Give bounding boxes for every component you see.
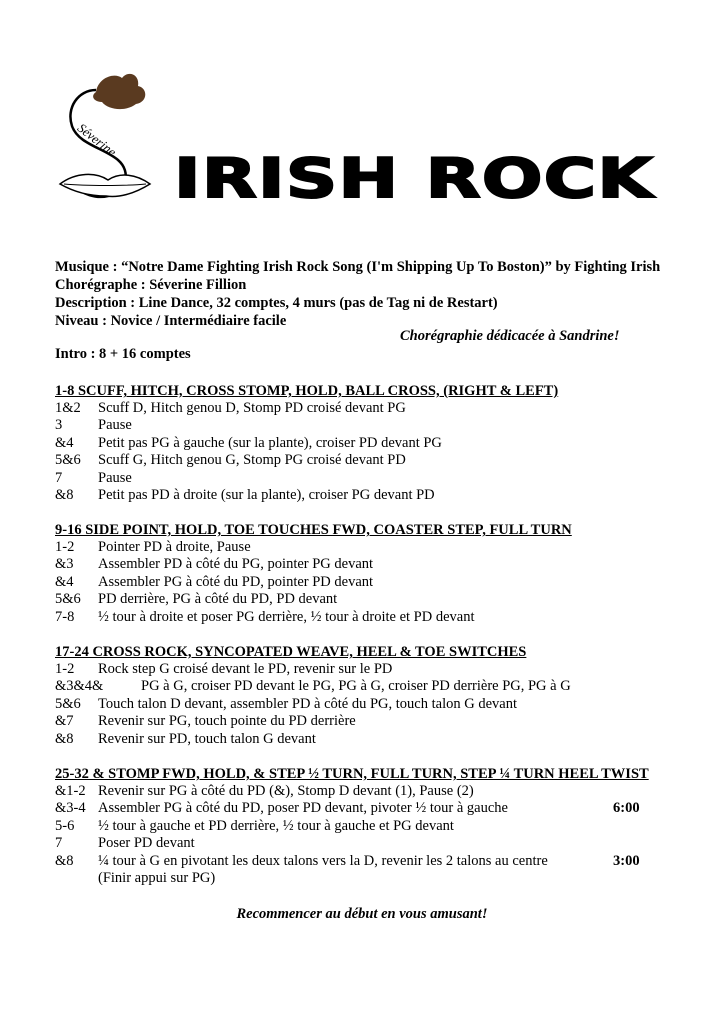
step-count: 1&2 xyxy=(55,400,81,416)
description-line: Description : Line Dance, 32 comptes, 4 murs (pas de Tag ni de Restart) xyxy=(55,295,498,311)
logo xyxy=(56,68,654,218)
step-row xyxy=(55,591,695,608)
step-desc: Pause xyxy=(98,469,132,486)
wall-indicator: 3:00 xyxy=(613,852,640,869)
step-row xyxy=(55,678,695,695)
step-desc: Revenir sur PG, touch pointe du PD derrière xyxy=(98,713,356,730)
closing-line: Recommencer au début en vous amusant! xyxy=(236,906,488,922)
step-desc: ½ tour à gauche et PD derrière, ½ tour à gauche et PG devant xyxy=(98,817,454,834)
section-17-24 xyxy=(55,643,695,748)
dance-info xyxy=(55,258,695,330)
section-25-32 xyxy=(55,765,695,887)
intro-line: Intro : 8 + 16 comptes xyxy=(55,346,191,362)
step-row xyxy=(55,800,695,817)
step-count: &8 xyxy=(55,852,74,869)
logo-signature: Séverine xyxy=(74,120,120,160)
step-row xyxy=(55,713,695,730)
step-row xyxy=(55,452,695,469)
step-row xyxy=(55,853,695,870)
step-count: 7 xyxy=(55,835,63,852)
step-row xyxy=(55,556,695,573)
step-count: 3 xyxy=(55,417,63,434)
step-count: 7 xyxy=(55,469,63,486)
step-desc: (Finir appui sur PG) xyxy=(98,869,216,886)
section-1-8 xyxy=(55,382,695,504)
step-count: 1-2 xyxy=(55,661,75,677)
step-count: 5&6 xyxy=(55,452,81,469)
step-desc: Rock step G croisé devant le PD, revenir sur le PD xyxy=(98,661,393,677)
step-desc: Assembler PD à côté du PG, pointer PG devant xyxy=(98,556,374,573)
step-desc: Petit pas PG à gauche (sur la plante), croiser PD devant PG xyxy=(98,434,442,451)
step-row xyxy=(55,696,695,713)
section-title: 25-32 & STOMP FWD, HOLD, & STEP ½ TURN, FULL TURN, STEP ¼ TURN HEEL TWIST xyxy=(55,766,649,782)
step-row xyxy=(55,661,695,678)
step-count: &3&4& xyxy=(55,678,104,695)
step-desc: Assembler PG à côté du PD, pointer PD devant xyxy=(98,573,374,590)
step-row xyxy=(55,417,695,434)
step-count: 5-6 xyxy=(55,817,75,834)
step-count: &4 xyxy=(55,573,74,590)
step-row xyxy=(55,731,695,748)
step-count: &8 xyxy=(55,486,74,503)
step-desc: Petit pas PD à droite (sur la plante), croiser PG devant PD xyxy=(98,486,435,503)
step-count: 5&6 xyxy=(55,591,81,608)
logo-title: IRISH ROCK xyxy=(174,147,654,210)
step-row xyxy=(55,783,695,800)
step-row xyxy=(55,835,695,852)
step-desc: ¼ tour à G en pivotant les deux talons vers la D, revenir les 2 talons au centre xyxy=(98,852,548,869)
step-desc: Pointer PD à droite, Pause xyxy=(98,539,251,555)
section-title: 9-16 SIDE POINT, HOLD, TOE TOUCHES FWD, COASTER STEP, FULL TURN xyxy=(55,522,572,538)
step-row xyxy=(55,470,695,487)
step-desc: Revenir sur PD, touch talon G devant xyxy=(98,730,316,747)
music-line: Musique : “Notre Dame Fighting Irish Rock Song (I'm Shipping Up To Boston)” by Fighting Irish xyxy=(55,259,661,275)
step-desc: Assembler PG à côté du PD, poser PD devant, pivoter ½ tour à gauche xyxy=(98,800,508,817)
step-desc: Touch talon D devant, assembler PD à côté du PG, touch talon G devant xyxy=(98,695,517,712)
step-count: &1-2 xyxy=(55,783,86,799)
dedication: Chorégraphie dédicacée à Sandrine! xyxy=(400,328,620,344)
step-count: &3-4 xyxy=(55,800,86,817)
step-row xyxy=(55,818,695,835)
step-row xyxy=(55,870,695,887)
choreographer-line: Chorégraphe : Séverine Fillion xyxy=(55,277,247,293)
wall-indicator: 6:00 xyxy=(613,800,640,817)
step-count: &7 xyxy=(55,713,74,730)
step-count: &3 xyxy=(55,556,74,573)
step-desc: Revenir sur PG à côté du PD (&), Stomp D devant (1), Pause (2) xyxy=(98,783,474,799)
step-desc: PG à G, croiser PD devant le PG, PG à G, croiser PD derrière PG, PG à G xyxy=(141,678,571,695)
level-line: Niveau : Novice / Intermédiaire facile xyxy=(55,313,287,329)
section-9-16 xyxy=(55,521,695,626)
section-title: 1-8 SCUFF, HITCH, CROSS STOMP, HOLD, BALL CROSS, (RIGHT & LEFT) xyxy=(55,383,559,399)
step-count: 1-2 xyxy=(55,539,75,555)
step-desc: Scuff D, Hitch genou D, Stomp PD croisé devant PG xyxy=(98,400,406,416)
step-count: &8 xyxy=(55,730,74,747)
step-count: 5&6 xyxy=(55,695,81,712)
section-title: 17-24 CROSS ROCK, SYNCOPATED WEAVE, HEEL & TOE SWITCHES xyxy=(55,644,527,660)
step-row xyxy=(55,487,695,504)
step-row xyxy=(55,539,695,556)
step-desc: Poser PD devant xyxy=(98,835,195,852)
step-row xyxy=(55,609,695,626)
step-desc: Scuff G, Hitch genou G, Stomp PG croisé devant PD xyxy=(98,452,406,469)
step-row xyxy=(55,574,695,591)
hat-icon xyxy=(93,74,145,109)
step-desc: PD derrière, PG à côté du PD, PD devant xyxy=(98,591,338,608)
step-desc: ½ tour à droite et poser PG derrière, ½ tour à droite et PD devant xyxy=(98,608,475,625)
step-desc: Pause xyxy=(98,417,132,434)
step-row xyxy=(55,435,695,452)
step-row xyxy=(55,400,695,417)
step-count: &4 xyxy=(55,434,74,451)
step-count: 7-8 xyxy=(55,608,75,625)
